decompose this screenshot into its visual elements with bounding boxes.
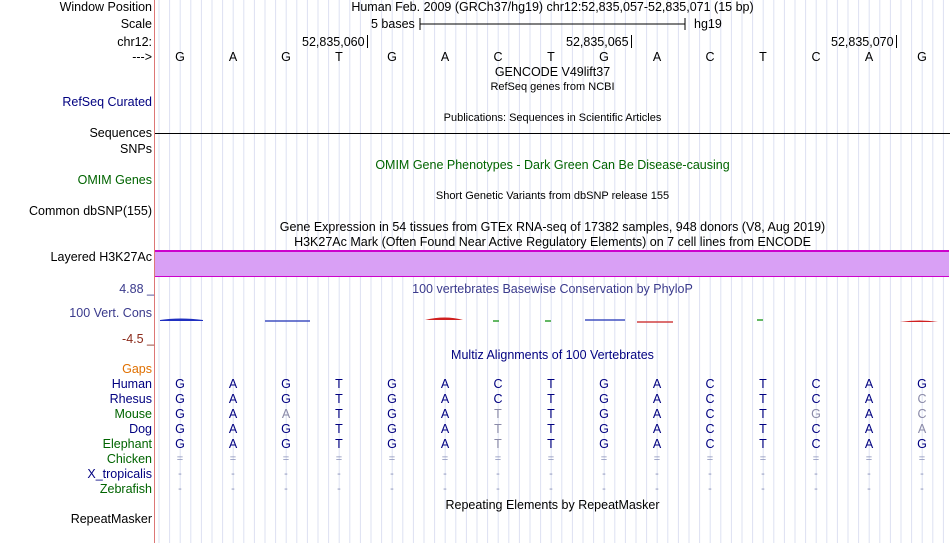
alignment-base: T [494, 437, 502, 451]
alignment-base: - [814, 468, 818, 480]
alignment-base: - [602, 483, 606, 495]
alignment-base: C [705, 392, 715, 406]
scale-text: 5 bases [371, 17, 415, 31]
base-letter: G [175, 50, 185, 64]
alignment-base: T [759, 437, 767, 451]
base-letter: G [917, 50, 927, 64]
alignment-base: - [178, 483, 182, 495]
alignment-base: C [811, 422, 821, 436]
alignment-base: A [864, 392, 874, 406]
alignment-base: G [281, 377, 291, 391]
alignment-base: T [759, 407, 767, 421]
alignment-base: A [864, 437, 874, 451]
alignment-base: G [175, 377, 185, 391]
alignment-base: A [281, 407, 291, 421]
scale-label[interactable]: Scale [120, 17, 152, 31]
base-letter: C [811, 50, 821, 64]
alignment-base: A [440, 437, 450, 451]
position-tick-label: 52,835,065 [566, 35, 629, 49]
alignment-base: A [228, 422, 238, 436]
alignment-base: - [390, 468, 394, 480]
window-position-label[interactable]: Window Position [59, 0, 152, 14]
alignment-base: C [493, 392, 503, 406]
alignment-base: G [175, 407, 185, 421]
alignment-base: - [496, 483, 500, 495]
sequences-label[interactable]: Sequences [89, 126, 152, 140]
h3k27ac-signal[interactable] [155, 250, 949, 277]
base-letter: T [759, 50, 767, 64]
publications-track-title[interactable]: Publications: Sequences in Scientific Articles [443, 112, 662, 124]
alignment-base: C [917, 392, 927, 406]
alignment-base: - [231, 483, 235, 495]
alignment-base: A [652, 377, 662, 391]
alignment-base: - [337, 483, 341, 495]
alignment-base: T [494, 422, 502, 436]
alignment-base: T [759, 392, 767, 406]
alignment-base: = [653, 453, 661, 465]
alignment-base: - [655, 468, 659, 480]
alignment-base: - [708, 468, 712, 480]
alignment-base: A [228, 437, 238, 451]
alignment-base: T [335, 407, 343, 421]
alignment-base: - [761, 468, 765, 480]
alignment-base: = [335, 453, 343, 465]
species-label[interactable]: X_tropicalis [87, 467, 152, 481]
alignment-base: - [761, 483, 765, 495]
gaps-label[interactable]: Gaps [122, 362, 152, 376]
alignment-base: G [599, 392, 609, 406]
alignment-base: A [652, 407, 662, 421]
alignment-base: T [547, 377, 555, 391]
omim-genes-label[interactable]: OMIM Genes [77, 173, 152, 187]
alignment-base: - [496, 468, 500, 480]
alignment-base: T [547, 437, 555, 451]
alignment-base: A [652, 437, 662, 451]
alignment-base: A [440, 377, 450, 391]
alignment-base: = [441, 453, 449, 465]
alignment-base: G [917, 437, 927, 451]
gencode-track-title[interactable]: GENCODE V49lift37 [494, 65, 611, 79]
alignment-base: G [387, 422, 397, 436]
alignment-base: = [229, 453, 237, 465]
alignment-base: A [440, 422, 450, 436]
alignment-base: A [864, 407, 874, 421]
alignment-base: - [178, 468, 182, 480]
refseq-curated-label[interactable]: RefSeq Curated [62, 95, 152, 109]
position-tick-label: 52,835,070 [831, 35, 894, 49]
scale-assembly: hg19 [694, 17, 722, 31]
base-letter: A [864, 50, 874, 64]
alignment-base: G [599, 437, 609, 451]
alignment-base: G [175, 437, 185, 451]
phylop-max-label: 4.88 _ [119, 282, 154, 296]
alignment-base: A [864, 422, 874, 436]
alignment-base: - [867, 468, 871, 480]
alignment-base: = [494, 453, 502, 465]
phylop-track-title[interactable]: 100 vertebrates Basewise Conservation by PhyloP [412, 282, 693, 296]
gtex-track-title[interactable]: Gene Expression in 54 tissues from GTEx RNA-seq of 17382 samples, 948 donors (V8, Aug 2019) [279, 220, 826, 234]
alignment-base: = [388, 453, 396, 465]
base-letter: G [387, 50, 397, 64]
base-letter: T [547, 50, 555, 64]
alignment-base: - [867, 483, 871, 495]
alignment-base: G [281, 392, 291, 406]
alignment-base: A [652, 422, 662, 436]
alignment-base: C [705, 407, 715, 421]
alignment-base: - [814, 483, 818, 495]
alignment-base: = [547, 453, 555, 465]
h3k27ac-label[interactable]: Layered H3K27Ac [50, 250, 152, 264]
alignment-base: - [602, 468, 606, 480]
alignment-base: - [708, 483, 712, 495]
species-label[interactable]: Human [111, 377, 152, 391]
species-label[interactable]: Dog [129, 422, 152, 436]
phylop-conservation-plot [155, 312, 950, 328]
species-label[interactable]: Elephant [102, 437, 152, 451]
alignment-base: G [387, 377, 397, 391]
dbsnp-track-title[interactable]: Short Genetic Variants from dbSNP release 155 [435, 190, 670, 202]
alignment-base: G [387, 437, 397, 451]
alignment-base: C [493, 377, 503, 391]
base-letter: T [335, 50, 343, 64]
alignment-base: T [335, 392, 343, 406]
alignment-base: - [920, 483, 924, 495]
base-letter: G [281, 50, 291, 64]
base-letter: A [652, 50, 662, 64]
alignment-base: G [917, 377, 927, 391]
alignment-base: A [864, 377, 874, 391]
window-position-text: Human Feb. 2009 (GRCh37/hg19) chr12:52,835,057-52,835,071 (15 bp) [351, 0, 754, 14]
omim-track-title[interactable]: OMIM Gene Phenotypes - Dark Green Can Be Disease-causing [375, 158, 730, 172]
alignment-base: - [549, 468, 553, 480]
species-label[interactable]: Rhesus [109, 392, 152, 406]
alignment-base: C [705, 377, 715, 391]
dbsnp-label[interactable]: Common dbSNP(155) [29, 204, 152, 218]
alignment-base: T [547, 392, 555, 406]
track-separator [155, 133, 950, 134]
alignment-base: C [811, 377, 821, 391]
alignment-base: A [228, 377, 238, 391]
alignment-base: - [549, 483, 553, 495]
alignment-base: - [920, 468, 924, 480]
alignment-base: T [759, 377, 767, 391]
alignment-base: G [175, 422, 185, 436]
alignment-base: G [811, 407, 821, 421]
base-letter: C [493, 50, 503, 64]
alignment-base: = [600, 453, 608, 465]
repeatmasker-track-title[interactable]: Repeating Elements by RepeatMasker [445, 498, 660, 512]
alignment-base: = [759, 453, 767, 465]
alignment-base: A [440, 392, 450, 406]
species-label[interactable]: Zebrafish [99, 482, 152, 496]
multiz-track-title[interactable]: Multiz Alignments of 100 Vertebrates [451, 348, 654, 362]
alignment-base: T [335, 437, 343, 451]
alignment-base: G [175, 392, 185, 406]
position-tick-label: 52,835,060 [302, 35, 365, 49]
alignment-base: = [282, 453, 290, 465]
position-tick [631, 35, 632, 48]
scale-bar [415, 17, 690, 32]
alignment-base: = [918, 453, 926, 465]
base-letter: A [440, 50, 450, 64]
alignment-base: G [281, 422, 291, 436]
base-letter: G [599, 50, 609, 64]
position-tick [367, 35, 368, 48]
alignment-base: - [443, 468, 447, 480]
alignment-base: = [865, 453, 873, 465]
chrom-label[interactable]: chr12: [117, 35, 152, 49]
alignment-base: C [705, 437, 715, 451]
alignment-base: - [655, 483, 659, 495]
alignment-base: G [387, 407, 397, 421]
alignment-base: - [390, 483, 394, 495]
alignment-base: G [281, 437, 291, 451]
alignment-base: A [440, 407, 450, 421]
repeatmasker-label[interactable]: RepeatMasker [70, 512, 152, 526]
phylop-label[interactable]: 100 Vert. Cons [69, 306, 152, 320]
alignment-base: T [494, 407, 502, 421]
alignment-base: G [599, 407, 609, 421]
base-letter: C [705, 50, 715, 64]
position-tick [896, 35, 897, 48]
snps-label[interactable]: SNPs [120, 142, 152, 156]
alignment-base: T [335, 377, 343, 391]
alignment-base: = [812, 453, 820, 465]
alignment-base: A [652, 392, 662, 406]
alignment-base: T [547, 422, 555, 436]
alignment-base: A [228, 407, 238, 421]
alignment-base: - [284, 468, 288, 480]
alignment-base: T [335, 422, 343, 436]
alignment-base: - [284, 483, 288, 495]
h3k27ac-track-title[interactable]: H3K27Ac Mark (Often Found Near Active Regulatory Elements) on 7 cell lines from ENCODE [294, 235, 811, 249]
alignment-base: - [443, 483, 447, 495]
alignment-base: = [706, 453, 714, 465]
alignment-base: C [811, 392, 821, 406]
alignment-base: A [228, 392, 238, 406]
alignment-base: T [547, 407, 555, 421]
species-label[interactable]: Chicken [106, 452, 152, 466]
alignment-base: C [705, 422, 715, 436]
phylop-min-label: -4.5 _ [122, 332, 154, 346]
base-letter: A [228, 50, 238, 64]
alignment-base: T [759, 422, 767, 436]
alignment-base: G [599, 422, 609, 436]
alignment-base: G [599, 377, 609, 391]
alignment-base: C [917, 407, 927, 421]
species-label[interactable]: Mouse [114, 407, 152, 421]
alignment-base: A [917, 422, 927, 436]
alignment-base: C [811, 437, 821, 451]
alignment-base: - [231, 468, 235, 480]
alignment-base: - [337, 468, 341, 480]
refseq-track-title[interactable]: RefSeq genes from NCBI [490, 81, 615, 93]
alignment-base: G [387, 392, 397, 406]
strand-label[interactable]: ---> [132, 50, 152, 64]
alignment-base: = [176, 453, 184, 465]
